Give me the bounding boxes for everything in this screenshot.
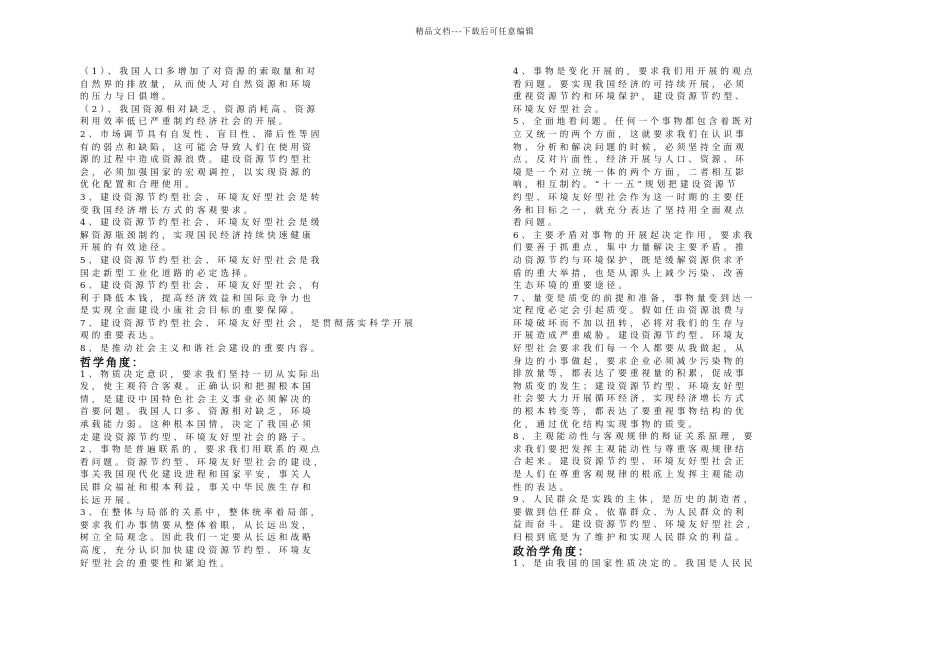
text-line: 立又统一的两个方面，这就要求我们在认识事 [513,129,747,140]
text-line: 8、主观能动性与客观规律的辩证关系原理，要 [513,432,756,443]
text-line: 境是一个对立统一体的两个方面，二者相互影 [513,167,747,178]
text-line: 4、事物是变化开展的，要求我们用开展的观点 [513,67,756,77]
text-line: 盾的重大举措，也是从源头上减少污染、改善 [513,268,747,279]
text-line: 发，使主观符合客观。正确认识和把握根本国 [80,382,314,393]
text-line: 长远开展。 [80,495,139,506]
text-line: 们要善于抓重点，集中力量解决主要矛盾。推 [513,243,747,254]
text-line: 国走新型工业化道路的必定选择。 [80,268,256,279]
text-line: 8、是推动社会主义和谐社会建设的重要内容。 [80,344,323,355]
text-line: 观的重要表达。 [80,331,162,342]
text-line: （2）、我国资源相对缺乏，资源消耗高、资源 [80,104,319,115]
text-line: 化，通过优化结构实现事物的质变。 [513,419,701,430]
text-line: 的根本转变等，都表达了要重视事物结构的优 [513,407,747,418]
text-line: 看问题。要实现我国经济的可持续开展，必须 [513,79,747,90]
text-line: 排放量等，都表达了要重视量的积累，促成事 [513,369,747,380]
text-line: 6、建设资源节约型社会、环境友好型社会，有 [80,281,323,292]
text-line: 看问题。 [513,218,560,229]
text-line: （1）、我国人口多增加了对资源的索取量和对 [80,67,319,77]
text-line: 1、是由我国的国家性质决定的。我国是人民民 [513,558,756,569]
text-line: 定程度必定会引起质变。假如任由资源浪费与 [513,306,747,317]
text-line: 生态环境的重要途径。 [513,281,630,292]
text-line: 有的弱点和缺陷，这可能会导致人们在使用资 [80,142,314,153]
text-line: 承载能力弱。这种根本国情，决定了我国必须 [80,420,314,431]
text-line: 物、分析和解决问题的时候，必须坚持全面观 [513,142,747,153]
text-line: 环境友好型社会。 [513,104,607,115]
text-line: 优化配置和合理使用。 [80,180,197,191]
text-line: 会，必须加强国家的宏观调控，以实现资源的 [80,167,314,178]
text-line: 身边的小事做起，要求企业必须减少污染物的 [513,356,747,367]
text-line: 首要问题。我国人口多、资源相对缺乏，环境 [80,407,314,418]
text-line: 好型社会的重要性和紧迫性。 [80,558,233,569]
text-line: 要求我们办事情要从整体着眼，从长远出发， [80,520,314,531]
text-line: 点，反对片面性，经济开展与人口、资源、环 [513,155,747,166]
page-header: 精品文档---下载后可任意编辑 [415,27,535,36]
text-line: 2、事物是普遍联系的，要求我们用联系的观点 [80,445,323,456]
text-line: 利用效率低已严重制约经济社会的开展。 [80,117,291,128]
text-line: 事关我国现代化建设进程和国家平安，事关人 [80,470,314,481]
text-line: 变我国经济增长方式的客观要求。 [80,205,256,216]
text-line: 走建设资源节约型、环境友好型社会的路子。 [80,432,314,443]
text-line: 民群众福祉和根本利益，事关中华民族生存和 [80,483,314,493]
text-line: 归根到底是为了维护和实现人民群众的利益。 [513,532,747,543]
text-line: 求我们要把发挥主观能动性与尊重客观规律结 [513,444,747,455]
text-line: 务和目标之一，就充分表达了坚持用全面观点 [513,205,747,216]
text-line: 益而奋斗。建设资源节约型、环境友好型社会， [513,520,759,531]
text-line: 解资源瓶颈制约，实现国民经济持续快速健康 [80,230,314,241]
text-line: 4、建设资源节约型社会、环境友好型社会是缓 [80,218,323,229]
text-line: 约型、环境友好型社会作为这一时期的主要任 [513,192,747,203]
text-line: 响，相互制约。“十一五”规划把建设资源节 [513,180,739,191]
text-line: 是人们在尊重客观规律的根底上发挥主观能动 [513,470,747,480]
text-line: 利于降低本钱，提高经济效益和国际竞争力也 [80,293,314,304]
text-line: 的压力与日俱增。 [80,92,174,103]
text-line: 是实现全面建设小康社会目标的重要保障。 [80,306,303,317]
section-heading: 政治学角度： [513,544,591,558]
text-line: 环境破坏而不加以扭转，必将对我们的生存与 [513,318,747,329]
text-line: 动资源节约与环境保护，既是缓解资源供求矛 [513,255,747,266]
text-line: 物质变的发生；建设资源节约型、环境友好型 [513,381,747,392]
text-line: 6、主要矛盾对事物的开展起决定作用，要求我 [513,230,756,241]
left-column [80,66,435,570]
text-line: 3、在整体与局部的关系中，整体统率着局部， [80,508,323,519]
text-line: 7、量变是质变的前提和准备，事物量变到达一 [513,293,756,304]
text-line: 性的表达。 [513,482,572,493]
section-heading: 哲学角度： [80,355,145,369]
text-line: 情，是建设中国特色社会主义事业必须解决的 [80,394,314,405]
text-line: 高度，充分认识加快建设资源节约型、环境友 [80,545,314,556]
text-line: 5、建设资源节约型社会、环境友好型社会是我 [80,255,323,266]
text-line: 看问题。资源节约型、环境友好型社会的建设， [80,457,326,468]
text-line: 合起来。建设资源节约型、环境友好型社会正 [513,457,747,468]
text-line: 树立全局观念。因此我们一定要从长远和战略 [80,533,314,544]
text-line: 开展造成严重威胁。建设资源节约型、环境友 [513,331,747,342]
text-line: 9、人民群众是实践的主体，是历史的制造者， [513,495,756,506]
text-line: 自然界的排放量，从而使人对自然资源和环境 [80,79,314,90]
text-line: 1、物质决定意识，要求我们坚持一切从实际出 [80,369,323,380]
text-line: 要做到信任群众、依靠群众、为人民群众的利 [513,507,747,518]
text-line: 开展的有效途径。 [80,243,174,254]
text-line: 7、建设资源节约型社会、环境友好型社会，是贯彻落实科学开展 [80,318,416,329]
text-line: 3、建设资源节约型社会、环境友好型社会是转 [80,192,323,203]
text-line: 5、全面地看问题。任何一个事物都包含着既对 [513,117,756,128]
text-line: 社会要大力开展循环经济，实现经济增长方式 [513,394,747,405]
text-line: 2、市场调节具有自发性、盲目性、滞后性等固 [80,129,323,140]
right-column [513,66,865,570]
text-line: 重视资源节约和环境保护，建设资源节约型、 [513,92,747,103]
text-line: 源的过程中造成资源浪费。建设资源节约型社 [80,155,314,166]
text-line: 好型社会要求我们每一个人都要从我做起，从 [513,344,747,355]
